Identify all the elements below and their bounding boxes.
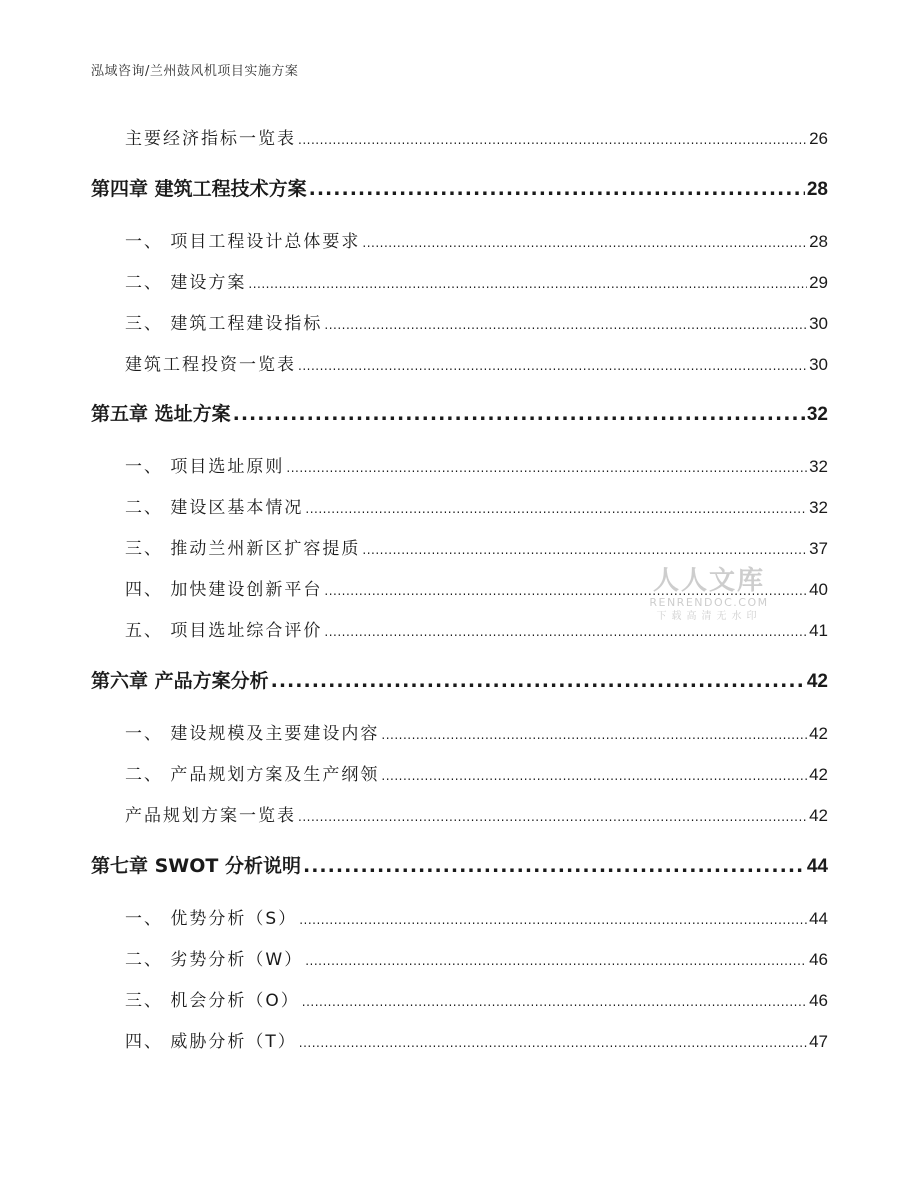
toc-entry[interactable] [125,268,828,293]
toc-entry-page: 29 [809,273,828,292]
watermark [648,566,770,624]
toc-entry-page: 42 [809,724,828,743]
toc-entry-page: 42 [809,806,828,825]
toc-dot-leader [309,178,805,200]
toc-chapter-page: 44 [806,856,828,877]
toc-chapter-entry[interactable] [91,399,828,426]
toc-dot-leader [303,855,805,877]
toc-entry-label: 一、 优势分析（S） [125,909,298,929]
toc-entry[interactable] [125,227,828,252]
toc-entry-page: 37 [809,539,828,558]
toc-chapter-label: 第六章 产品方案分析 [91,670,269,692]
watermark-subtitle: 下载高清无水印 [656,611,762,622]
toc-entry-page: 47 [809,1032,828,1051]
toc-chapter-label: 第七章 SWOT 分析说明 [91,855,301,877]
toc-entry[interactable] [125,986,828,1011]
toc-entry-page: 32 [809,498,828,517]
toc-entry-label: 二、 产品规划方案及生产纲领 [125,765,380,785]
toc-entry-page: 32 [809,457,828,476]
toc-dot-leader [286,461,807,475]
toc-dot-leader [271,670,805,692]
toc-entry-page: 30 [809,314,828,333]
toc-dot-leader [299,1036,807,1050]
toc-chapter-entry[interactable] [91,666,828,693]
toc-entry-page: 44 [809,909,828,928]
toc-entry-label: 四、 威胁分析（T） [125,1032,297,1052]
toc-dot-leader [305,954,807,968]
toc-dot-leader [362,236,807,250]
toc-dot-leader [381,728,807,742]
toc-entry[interactable] [125,760,828,785]
toc-chapter-page: 32 [806,404,828,425]
toc-entry-page: 42 [809,765,828,784]
watermark-domain: RENRENDOC.COM [649,596,769,609]
page-header: 泓域咨询/兰州鼓风机项目实施方案 [91,64,299,79]
toc-dot-leader [298,810,807,824]
toc-dot-leader [298,133,807,147]
toc-chapter-page: 42 [806,671,828,692]
toc-entry-label: 五、 项目选址综合评价 [125,621,323,641]
toc-entry-label: 一、 建设规模及主要建设内容 [125,724,380,744]
toc-entry-label: 主要经济指标一览表 [125,129,296,149]
toc-entry-label: 二、 劣势分析（W） [125,950,304,970]
toc-entry[interactable] [125,309,828,334]
toc-entry[interactable] [125,452,828,477]
toc-dot-leader [298,359,807,373]
toc-chapter-entry[interactable] [91,174,828,201]
toc-entry-label: 三、 机会分析（O） [125,991,300,1011]
toc-chapter-label: 第五章 选址方案 [91,403,231,425]
toc-entry-page: 40 [809,580,828,599]
toc-dot-leader [233,403,805,425]
toc-entry-label: 建筑工程投资一览表 [125,355,296,375]
toc-entry[interactable] [125,801,828,826]
toc-entry[interactable] [125,904,828,929]
toc-entry-label: 二、 建设方案 [125,273,247,293]
toc-dot-leader [362,543,807,557]
toc-entry-label: 一、 项目工程设计总体要求 [125,232,361,252]
toc-entry-page: 46 [809,950,828,969]
toc-entry-label: 四、 加快建设创新平台 [125,580,323,600]
toc-dot-leader [299,913,807,927]
toc-dot-leader [381,769,807,783]
watermark-title: 人人文库 [652,566,765,596]
toc-entry-label: 产品规划方案一览表 [125,806,296,826]
toc-dot-leader [305,502,807,516]
toc-chapter-entry[interactable] [91,851,828,878]
toc-entry[interactable] [125,534,828,559]
toc-entry[interactable] [125,124,828,149]
toc-entry[interactable] [125,945,828,970]
toc-entry[interactable] [125,350,828,375]
toc-entry[interactable] [125,493,828,518]
toc-entry-page: 46 [809,991,828,1010]
toc-entry-page: 30 [809,355,828,374]
toc-dot-leader [324,318,807,332]
toc-entry-label: 三、 建筑工程建设指标 [125,314,323,334]
toc-entry-label: 三、 推动兰州新区扩容提质 [125,539,361,559]
toc-dot-leader [248,277,807,291]
toc-chapter-label: 第四章 建筑工程技术方案 [91,178,307,200]
toc-dot-leader [302,995,807,1009]
toc-entry-page: 41 [809,621,828,640]
toc-dot-leader [324,625,807,639]
toc-chapter-page: 28 [806,179,828,200]
toc-entry-label: 一、 项目选址原则 [125,457,285,477]
toc-entry-page: 26 [809,129,828,148]
toc-entry[interactable] [125,1027,828,1052]
toc-entry[interactable] [125,719,828,744]
toc-entry-label: 二、 建设区基本情况 [125,498,304,518]
toc-entry-page: 28 [809,232,828,251]
